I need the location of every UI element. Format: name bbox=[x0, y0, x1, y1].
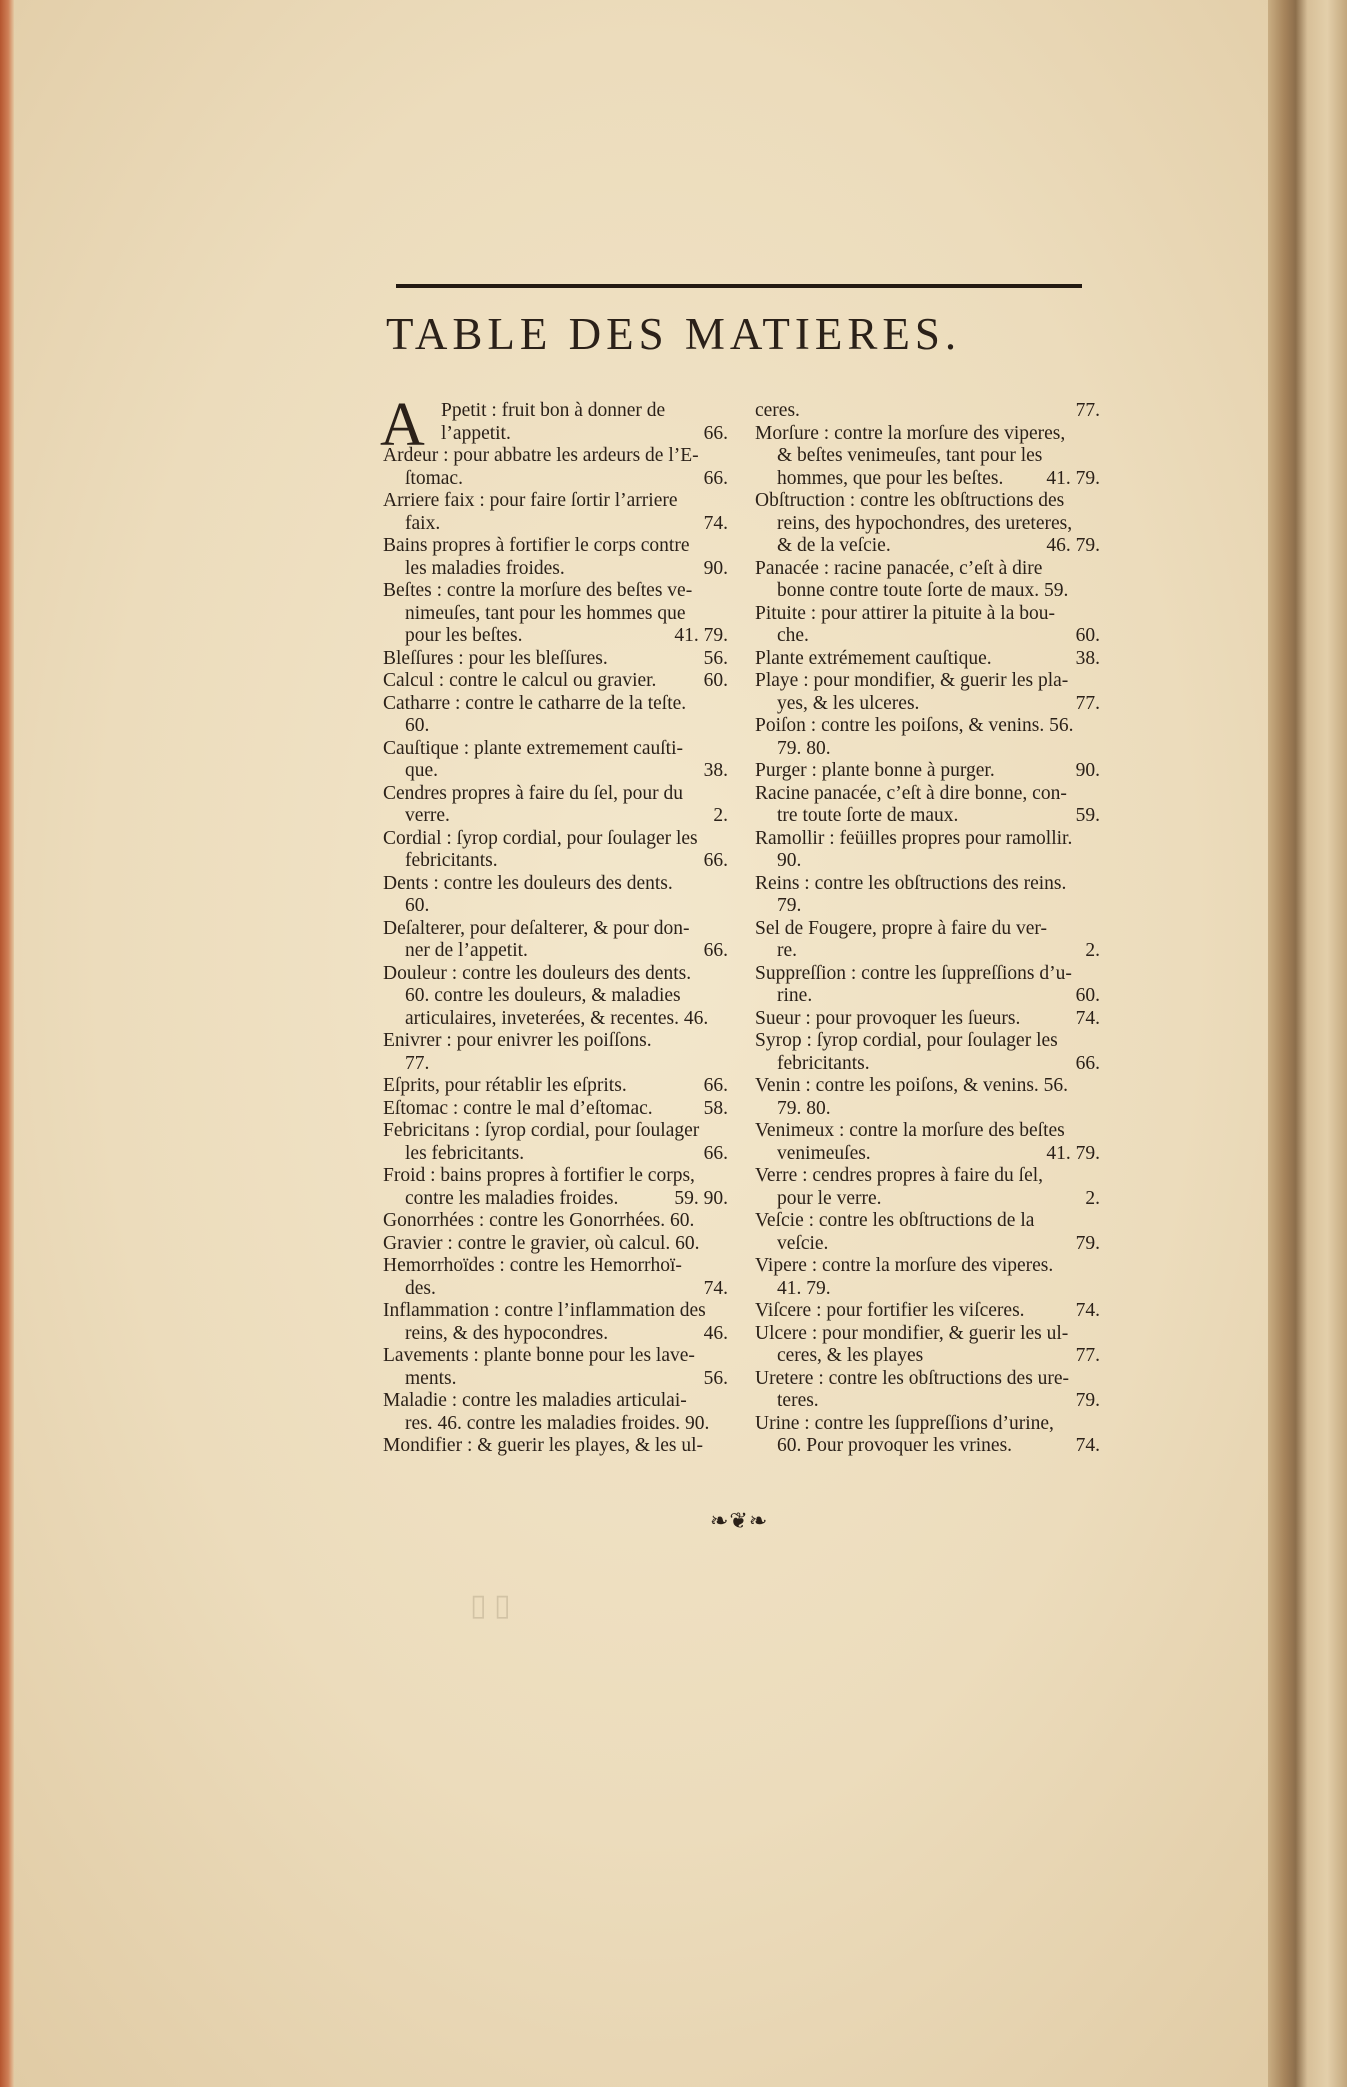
entry-text: Vipere : contre la morſure des viperes. bbox=[755, 1255, 1054, 1276]
entry-text: Eſtomac : contre le mal d’eſtomac. bbox=[383, 1097, 653, 1119]
entry-text: tre toute ſorte de maux. bbox=[777, 805, 959, 826]
entry-text: reins, & des hypocondres. bbox=[405, 1322, 609, 1344]
index-entry bbox=[383, 918, 728, 963]
entry-line bbox=[383, 648, 728, 671]
entry-text: Dents : contre les douleurs des dents. bbox=[383, 872, 673, 894]
entry-line bbox=[383, 1435, 728, 1458]
entry-line bbox=[755, 850, 1100, 873]
entry-line bbox=[383, 1075, 728, 1098]
page-reference: 41. 79. bbox=[1046, 467, 1100, 489]
index-entry bbox=[383, 1098, 728, 1121]
entry-text: ceres, & les playes bbox=[777, 1345, 924, 1366]
entry-line bbox=[383, 985, 728, 1008]
page-reference: 74. bbox=[703, 512, 728, 534]
index-entry bbox=[755, 1120, 1100, 1165]
index-entry bbox=[383, 535, 728, 580]
entry-line bbox=[755, 670, 1100, 693]
entry-text: Ulcere : pour mondifier, & guerir les ul- bbox=[755, 1322, 1069, 1344]
page-reference: 2. bbox=[1085, 1187, 1100, 1209]
entry-line bbox=[755, 760, 1100, 783]
index-entry bbox=[755, 828, 1100, 873]
entry-line bbox=[383, 1345, 728, 1368]
page-reference: 60. bbox=[703, 670, 728, 691]
page-reference: 2. bbox=[1085, 940, 1100, 961]
drop-cap: A bbox=[380, 391, 425, 459]
page-reference: 59. bbox=[1075, 805, 1100, 826]
page-reference: 66. bbox=[1075, 1052, 1100, 1074]
index-entry bbox=[755, 1008, 1100, 1031]
entry-line bbox=[383, 445, 728, 468]
entry-text: Beſtes : contre la morſure des beſtes ve- bbox=[383, 580, 693, 601]
entry-line bbox=[755, 1053, 1100, 1076]
index-column-left bbox=[380, 391, 728, 1458]
index-entry bbox=[755, 400, 1100, 423]
page-reference: 46. 79. bbox=[1046, 535, 1100, 556]
ornament-icon: ❧❦❧ bbox=[710, 1508, 769, 1533]
entry-text: Eſprits, pour rétablir les eſprits. bbox=[383, 1075, 627, 1096]
entry-text: Sueur : pour provoquer les ſueurs. bbox=[755, 1007, 1021, 1029]
entry-line bbox=[383, 940, 728, 963]
index-entry bbox=[755, 1210, 1100, 1255]
page-reference: 74. bbox=[1075, 1300, 1100, 1321]
entry-line bbox=[441, 400, 728, 423]
entry-line bbox=[383, 1255, 728, 1278]
entry-text: hommes, que pour les beſtes. bbox=[777, 467, 1004, 489]
page-reference: 90. bbox=[1075, 760, 1100, 781]
entry-line bbox=[755, 535, 1100, 558]
entry-line bbox=[383, 468, 728, 491]
page-reference: 38. bbox=[703, 760, 728, 781]
entry-line bbox=[755, 1165, 1100, 1188]
entry-text: Purger : plante bonne à purger. bbox=[755, 760, 995, 781]
entry-line bbox=[383, 1323, 728, 1346]
index-entry bbox=[755, 490, 1100, 558]
entry-line bbox=[383, 828, 728, 851]
entry-line bbox=[755, 805, 1100, 828]
page-reference: 90. bbox=[703, 557, 728, 579]
entry-line bbox=[755, 985, 1100, 1008]
index-entry bbox=[383, 1165, 728, 1210]
entry-line bbox=[383, 1413, 728, 1436]
page-reference: 74. bbox=[1075, 1007, 1100, 1029]
entry-text: bonne contre toute ſorte de maux. 59. bbox=[777, 580, 1069, 601]
entry-line bbox=[383, 1165, 728, 1188]
entry-text: faix. bbox=[405, 512, 441, 534]
entry-text: 79. 80. bbox=[777, 1097, 831, 1119]
entry-text: 60. contre les douleurs, & maladies bbox=[405, 985, 681, 1006]
entry-line bbox=[383, 963, 728, 986]
book-gutter bbox=[1268, 0, 1347, 2087]
page-reference: 59. 90. bbox=[674, 1187, 728, 1209]
index-entry bbox=[383, 648, 728, 671]
page-reference: 46. bbox=[703, 1322, 728, 1344]
index-entry bbox=[383, 693, 728, 738]
entry-text: Ppetit : fruit bon à donner de bbox=[441, 400, 666, 421]
entry-line bbox=[755, 1098, 1100, 1121]
entry-text: les maladies froides. bbox=[405, 557, 565, 579]
index-entry bbox=[383, 828, 728, 873]
entry-text: Lavements : plante bonne pour les lave- bbox=[383, 1345, 695, 1366]
entry-line bbox=[755, 1008, 1100, 1031]
index-entry bbox=[755, 558, 1100, 603]
entry-line bbox=[755, 963, 1100, 986]
entry-line bbox=[383, 760, 728, 783]
entry-line bbox=[755, 1120, 1100, 1143]
index-entry bbox=[383, 1255, 728, 1300]
entry-text: Enivrer : pour enivrer les poiſſons. bbox=[383, 1030, 652, 1051]
entry-line bbox=[383, 625, 728, 648]
entry-text: febricitants. bbox=[405, 850, 498, 871]
entry-text: Gonorrhées : contre les Gonorrhées. 60. bbox=[383, 1210, 695, 1231]
index-entry bbox=[383, 1300, 728, 1345]
entry-text: Playe : pour mondifier, & guerir les pla- bbox=[755, 670, 1069, 691]
entry-line bbox=[755, 1143, 1100, 1166]
entry-line bbox=[755, 1323, 1100, 1346]
index-entry bbox=[383, 738, 728, 783]
entry-text: Veſcie : contre les obſtructions de la bbox=[755, 1210, 1035, 1231]
entry-line bbox=[755, 940, 1100, 963]
entry-line bbox=[755, 580, 1100, 603]
index-entry bbox=[383, 490, 728, 535]
entry-text: 60. bbox=[405, 715, 430, 736]
index-entry bbox=[755, 648, 1100, 671]
page-reference: 66. bbox=[703, 467, 728, 489]
entry-line bbox=[755, 738, 1100, 761]
entry-text: nimeuſes, tant pour les hommes que bbox=[405, 602, 686, 624]
index-entry bbox=[383, 1030, 728, 1075]
index-entry bbox=[755, 1413, 1100, 1458]
entry-line bbox=[755, 445, 1100, 468]
entry-line bbox=[441, 423, 728, 446]
entry-text: Suppreſſion : contre les ſuppreſſions d’u- bbox=[755, 962, 1072, 984]
entry-line bbox=[755, 1345, 1100, 1368]
entry-line bbox=[755, 1390, 1100, 1413]
entry-text: Ramollir : feüilles propres pour ramollir. bbox=[755, 827, 1073, 849]
page-reference: 79. bbox=[1075, 1390, 1100, 1411]
entry-text: veſcie. bbox=[777, 1232, 829, 1254]
entry-text: Calcul : contre le calcul ou gravier. bbox=[383, 670, 657, 691]
entry-text: Cauſtique : plante extremement cauſti- bbox=[383, 737, 683, 759]
page-left-edge bbox=[0, 0, 14, 2087]
entry-line bbox=[383, 580, 728, 603]
entry-line bbox=[755, 1278, 1100, 1301]
page-reference: 66. bbox=[703, 940, 728, 961]
entry-line bbox=[755, 783, 1100, 806]
entry-text: venimeuſes. bbox=[777, 1142, 871, 1164]
entry-text: Hemorrhoïdes : contre les Hemorrhoï- bbox=[383, 1255, 682, 1276]
entry-text: 60. Pour provoquer les vrines. bbox=[777, 1435, 1013, 1456]
entry-line bbox=[755, 1188, 1100, 1211]
entry-line bbox=[383, 1233, 728, 1256]
entry-line bbox=[755, 1413, 1100, 1436]
entry-text: Syrop : ſyrop cordial, pour ſoulager les bbox=[755, 1030, 1058, 1051]
index-entry bbox=[755, 873, 1100, 918]
entry-text: Obſtruction : contre les obſtructions des bbox=[755, 490, 1065, 511]
entry-text: Venin : contre les poiſons, & venins. 56. bbox=[755, 1075, 1069, 1096]
entry-line bbox=[383, 1300, 728, 1323]
entry-text: Reins : contre les obſtructions des reins. bbox=[755, 872, 1067, 894]
entry-line bbox=[383, 1368, 728, 1391]
index-entry bbox=[383, 1075, 728, 1098]
entry-text: pour le verre. bbox=[777, 1187, 882, 1209]
index-entry bbox=[755, 760, 1100, 783]
page-reference: 56. bbox=[703, 1367, 728, 1389]
entry-line bbox=[755, 1030, 1100, 1053]
entry-line bbox=[755, 423, 1100, 446]
entry-text: Arriere faix : pour faire ſortir l’arriere bbox=[383, 490, 678, 511]
entry-text: pour les beſtes. bbox=[405, 625, 523, 646]
entry-line bbox=[755, 1300, 1100, 1323]
entry-line bbox=[755, 1255, 1100, 1278]
entry-line bbox=[383, 1390, 728, 1413]
page-reference: 38. bbox=[1075, 647, 1100, 669]
index-entry bbox=[755, 670, 1100, 715]
entry-line bbox=[383, 873, 728, 896]
entry-text: res. 46. contre les maladies froides. 90. bbox=[405, 1412, 710, 1434]
entry-text: & beſtes venimeuſes, tant pour les bbox=[777, 445, 1043, 466]
entry-text: 79. bbox=[777, 895, 802, 916]
index-entry bbox=[755, 1255, 1100, 1300]
entry-text: Douleur : contre les douleurs des dents. bbox=[383, 962, 692, 984]
entry-line bbox=[383, 738, 728, 761]
entry-text: Deſalterer, pour deſalterer, & pour don- bbox=[383, 917, 690, 939]
top-rule bbox=[396, 284, 1082, 288]
index-entry bbox=[755, 1323, 1100, 1368]
entry-text: Viſcere : pour fortifier les viſceres. bbox=[755, 1300, 1025, 1321]
entry-text: Poiſon : contre les poiſons, & venins. 56. bbox=[755, 715, 1074, 736]
entry-text: Sel de Fougere, propre à faire du ver- bbox=[755, 917, 1047, 939]
entry-text: Urine : contre les ſuppreſſions d’urine, bbox=[755, 1412, 1054, 1434]
page-reference: 74. bbox=[1075, 1435, 1100, 1456]
entry-text: Cordial : ſyrop cordial, pour ſoulager les bbox=[383, 827, 698, 849]
entry-line bbox=[755, 715, 1100, 738]
index-entry bbox=[755, 963, 1100, 1008]
entry-line bbox=[755, 468, 1100, 491]
index-entry bbox=[755, 1165, 1100, 1210]
entry-line bbox=[383, 850, 728, 873]
entry-text: febricitants. bbox=[777, 1052, 870, 1074]
entry-text: 79. 80. bbox=[777, 737, 831, 759]
entry-line bbox=[383, 1143, 728, 1166]
entry-text: Plante extrémement cauſtique. bbox=[755, 647, 992, 669]
entry-text: Racine panacée, c’eſt à dire bonne, con- bbox=[755, 782, 1067, 804]
entry-line bbox=[383, 895, 728, 918]
entry-line bbox=[383, 1030, 728, 1053]
entry-line bbox=[383, 513, 728, 536]
entry-line bbox=[383, 1098, 728, 1121]
page-reference: 66. bbox=[703, 1075, 728, 1096]
entry-text: Mondifier : & guerir les playes, & les ul- bbox=[383, 1435, 704, 1456]
index-column-right bbox=[755, 400, 1100, 1458]
index-entry bbox=[755, 918, 1100, 963]
entry-text: ments. bbox=[405, 1367, 457, 1389]
entry-line bbox=[383, 1278, 728, 1301]
entry-text: Bleſſures : pour les bleſſures. bbox=[383, 647, 608, 669]
page-reference: 77. bbox=[1075, 1345, 1100, 1366]
entry-line bbox=[383, 805, 728, 828]
page-reference: 58. bbox=[703, 1097, 728, 1119]
entry-text: l’appetit. bbox=[441, 422, 511, 444]
entry-line bbox=[755, 1435, 1100, 1458]
entry-line bbox=[383, 918, 728, 941]
entry-text: Cendres propres à faire du ſel, pour du bbox=[383, 782, 683, 804]
entry-line bbox=[383, 1008, 728, 1031]
index-entry bbox=[383, 1233, 728, 1256]
entry-line bbox=[755, 603, 1100, 626]
entry-line bbox=[383, 670, 728, 693]
entry-line bbox=[755, 828, 1100, 851]
entry-line bbox=[383, 490, 728, 513]
entry-text: Panacée : racine panacée, c’eſt à dire bbox=[755, 557, 1043, 579]
entry-text: ner de l’appetit. bbox=[405, 940, 528, 961]
index-entry bbox=[383, 1120, 728, 1165]
index-entry bbox=[755, 603, 1100, 648]
entry-text: Venimeux : contre la morſure des beſtes bbox=[755, 1120, 1065, 1141]
page-reference: 2. bbox=[713, 805, 728, 826]
entry-text: reins, des hypochondres, des ureteres, bbox=[777, 512, 1073, 534]
entry-line bbox=[755, 1210, 1100, 1233]
entry-line bbox=[755, 558, 1100, 581]
index-entry bbox=[383, 1210, 728, 1233]
entry-text: Gravier : contre le gravier, où calcul. 60. bbox=[383, 1232, 700, 1254]
page-reference: 74. bbox=[703, 1277, 728, 1299]
entry-text: Uretere : contre les obſtructions des ure- bbox=[755, 1367, 1070, 1389]
page-reference: 79. bbox=[1075, 1232, 1100, 1254]
entry-text: articulaires, inveterées, & recentes. 46. bbox=[405, 1007, 709, 1029]
entry-line bbox=[383, 1210, 728, 1233]
entry-line bbox=[755, 490, 1100, 513]
page-reference: 77. bbox=[1075, 400, 1100, 421]
entry-line bbox=[755, 513, 1100, 536]
entry-text: ſtomac. bbox=[405, 467, 463, 489]
entry-line bbox=[755, 1368, 1100, 1391]
index-entry bbox=[755, 1300, 1100, 1323]
entry-line bbox=[755, 918, 1100, 941]
entry-line bbox=[755, 693, 1100, 716]
entry-line bbox=[755, 625, 1100, 648]
index-entry bbox=[383, 963, 728, 1031]
entry-text: Maladie : contre les maladies articulai- bbox=[383, 1390, 687, 1411]
index-entry bbox=[755, 715, 1100, 760]
index-entry bbox=[383, 670, 728, 693]
entry-text: contre les maladies froides. bbox=[405, 1187, 619, 1209]
entry-line bbox=[755, 873, 1100, 896]
page-reference: 66. bbox=[703, 1142, 728, 1164]
entry-line bbox=[383, 715, 728, 738]
page-reference: 41. 79. bbox=[1046, 1142, 1100, 1164]
page-title: TABLE DES MATIERES. bbox=[386, 309, 962, 359]
index-entry bbox=[383, 783, 728, 828]
entry-text: Bains propres à fortifier le corps contre bbox=[383, 535, 690, 556]
entry-text: Pituite : pour attirer la pituite à la bou- bbox=[755, 602, 1056, 624]
page-reference: 56. bbox=[703, 647, 728, 669]
entry-text: Catharre : contre le catharre de la teſte. bbox=[383, 692, 687, 714]
index-entry bbox=[383, 445, 728, 490]
index-entry bbox=[383, 1435, 728, 1458]
entry-text: Ardeur : pour abbatre les ardeurs de l’E- bbox=[383, 445, 699, 466]
entry-line bbox=[383, 693, 728, 716]
entry-line bbox=[755, 895, 1100, 918]
entry-line bbox=[383, 535, 728, 558]
page-reference: 66. bbox=[703, 850, 728, 871]
entry-line bbox=[755, 1233, 1100, 1256]
page-reference: 60. bbox=[1075, 985, 1100, 1006]
entry-text: rine. bbox=[777, 985, 813, 1006]
index-entry bbox=[755, 1030, 1100, 1075]
entry-text: 77. bbox=[405, 1052, 430, 1074]
entry-text: 90. bbox=[777, 850, 802, 871]
entry-line bbox=[755, 648, 1100, 671]
entry-text: Febricitans : ſyrop cordial, pour ſoulager bbox=[383, 1120, 700, 1141]
bleed-through-mark: ▯ ▯ bbox=[470, 1589, 511, 1622]
page-reference: 41. 79. bbox=[674, 625, 728, 646]
entry-text: Froid : bains propres à fortifier le corps, bbox=[383, 1165, 695, 1186]
entry-text: teres. bbox=[777, 1390, 819, 1411]
entry-text: re. bbox=[777, 940, 798, 961]
index-entry bbox=[755, 423, 1100, 491]
entry-text: Inflammation : contre l’inflammation des bbox=[383, 1300, 706, 1321]
page-reference: 60. bbox=[1075, 625, 1100, 646]
entry-text: 41. 79. bbox=[777, 1277, 831, 1299]
entry-text: des. bbox=[405, 1277, 436, 1299]
page-reference: 66. bbox=[703, 422, 728, 444]
index-entry bbox=[755, 783, 1100, 828]
entry-line bbox=[755, 400, 1100, 423]
entry-text: yes, & les ulceres. bbox=[777, 692, 920, 714]
entry-text: 60. bbox=[405, 895, 430, 916]
entry-text: que. bbox=[405, 760, 439, 781]
index-entry bbox=[383, 580, 728, 648]
index-entry bbox=[755, 1368, 1100, 1413]
entry-text: verre. bbox=[405, 805, 450, 826]
index-entry bbox=[383, 873, 728, 918]
entry-text: ceres. bbox=[755, 400, 800, 421]
entry-text: Morſure : contre la morſure des viperes, bbox=[755, 422, 1066, 444]
entry-text: Verre : cendres propres à faire du ſel, bbox=[755, 1165, 1044, 1186]
entry-text: che. bbox=[777, 625, 809, 646]
index-entry bbox=[755, 1075, 1100, 1120]
entry-line bbox=[383, 783, 728, 806]
entry-line bbox=[383, 1188, 728, 1211]
page-reference: 77. bbox=[1075, 692, 1100, 714]
index-entry bbox=[383, 1345, 728, 1390]
entry-text: & de la veſcie. bbox=[777, 535, 891, 556]
entry-line bbox=[383, 1053, 728, 1076]
entry-line bbox=[755, 1075, 1100, 1098]
index-entry bbox=[383, 1390, 728, 1435]
entry-line bbox=[383, 558, 728, 581]
entry-line bbox=[383, 603, 728, 626]
entry-text: les febricitants. bbox=[405, 1142, 525, 1164]
entry-line bbox=[383, 1120, 728, 1143]
